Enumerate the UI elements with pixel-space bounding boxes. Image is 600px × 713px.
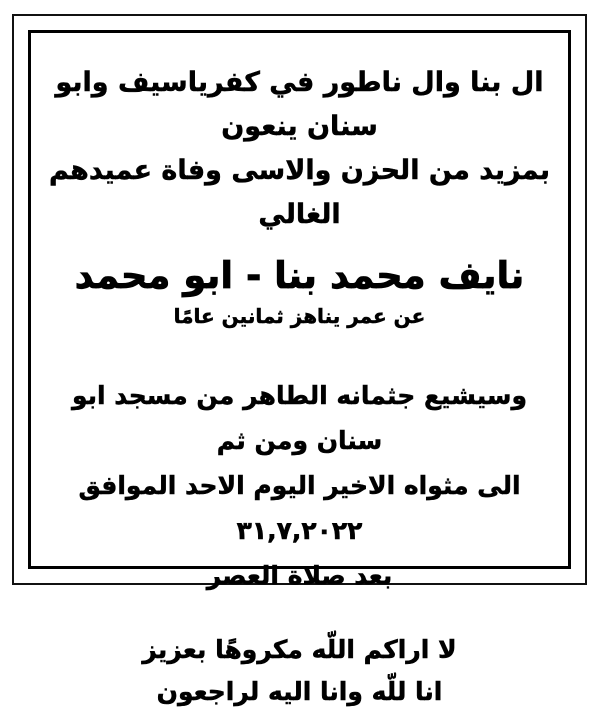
- inner-border-frame: [28, 30, 571, 706]
- intro-line-1: ال بنا وال ناطور في كفرياسيف وابو سنان ينعون: [55, 67, 544, 142]
- funeral-line-3: بعد صلاة العصر: [206, 561, 393, 590]
- outer-border-frame: [12, 14, 587, 706]
- age-line: عن عمر يناهز ثمانين عامًا: [173, 304, 426, 328]
- closing-prayers: [31, 629, 568, 713]
- funeral-details: [31, 373, 568, 598]
- funeral-line-1: وسيشيع جثمانه الطاهر من مسجد ابو سنان ومن ثم: [71, 381, 528, 455]
- closing-line-2: انا للّه وانا اليه لراجعون: [156, 677, 443, 706]
- deceased-name: نايف محمد بنا - ابو محمد: [74, 254, 525, 297]
- intro-line-2: بمزيد من الحزن والاسى وفاة عميدهم الغالي: [48, 155, 551, 230]
- closing-line-1: لا اراكم اللّه مكروهًا بعزيز: [142, 635, 457, 664]
- notice-content: [31, 33, 568, 706]
- funeral-line-2-with-date: الى مثواه الاخير اليوم الاحد الموافق ٣١,٧,٢٠٢٢: [78, 471, 521, 545]
